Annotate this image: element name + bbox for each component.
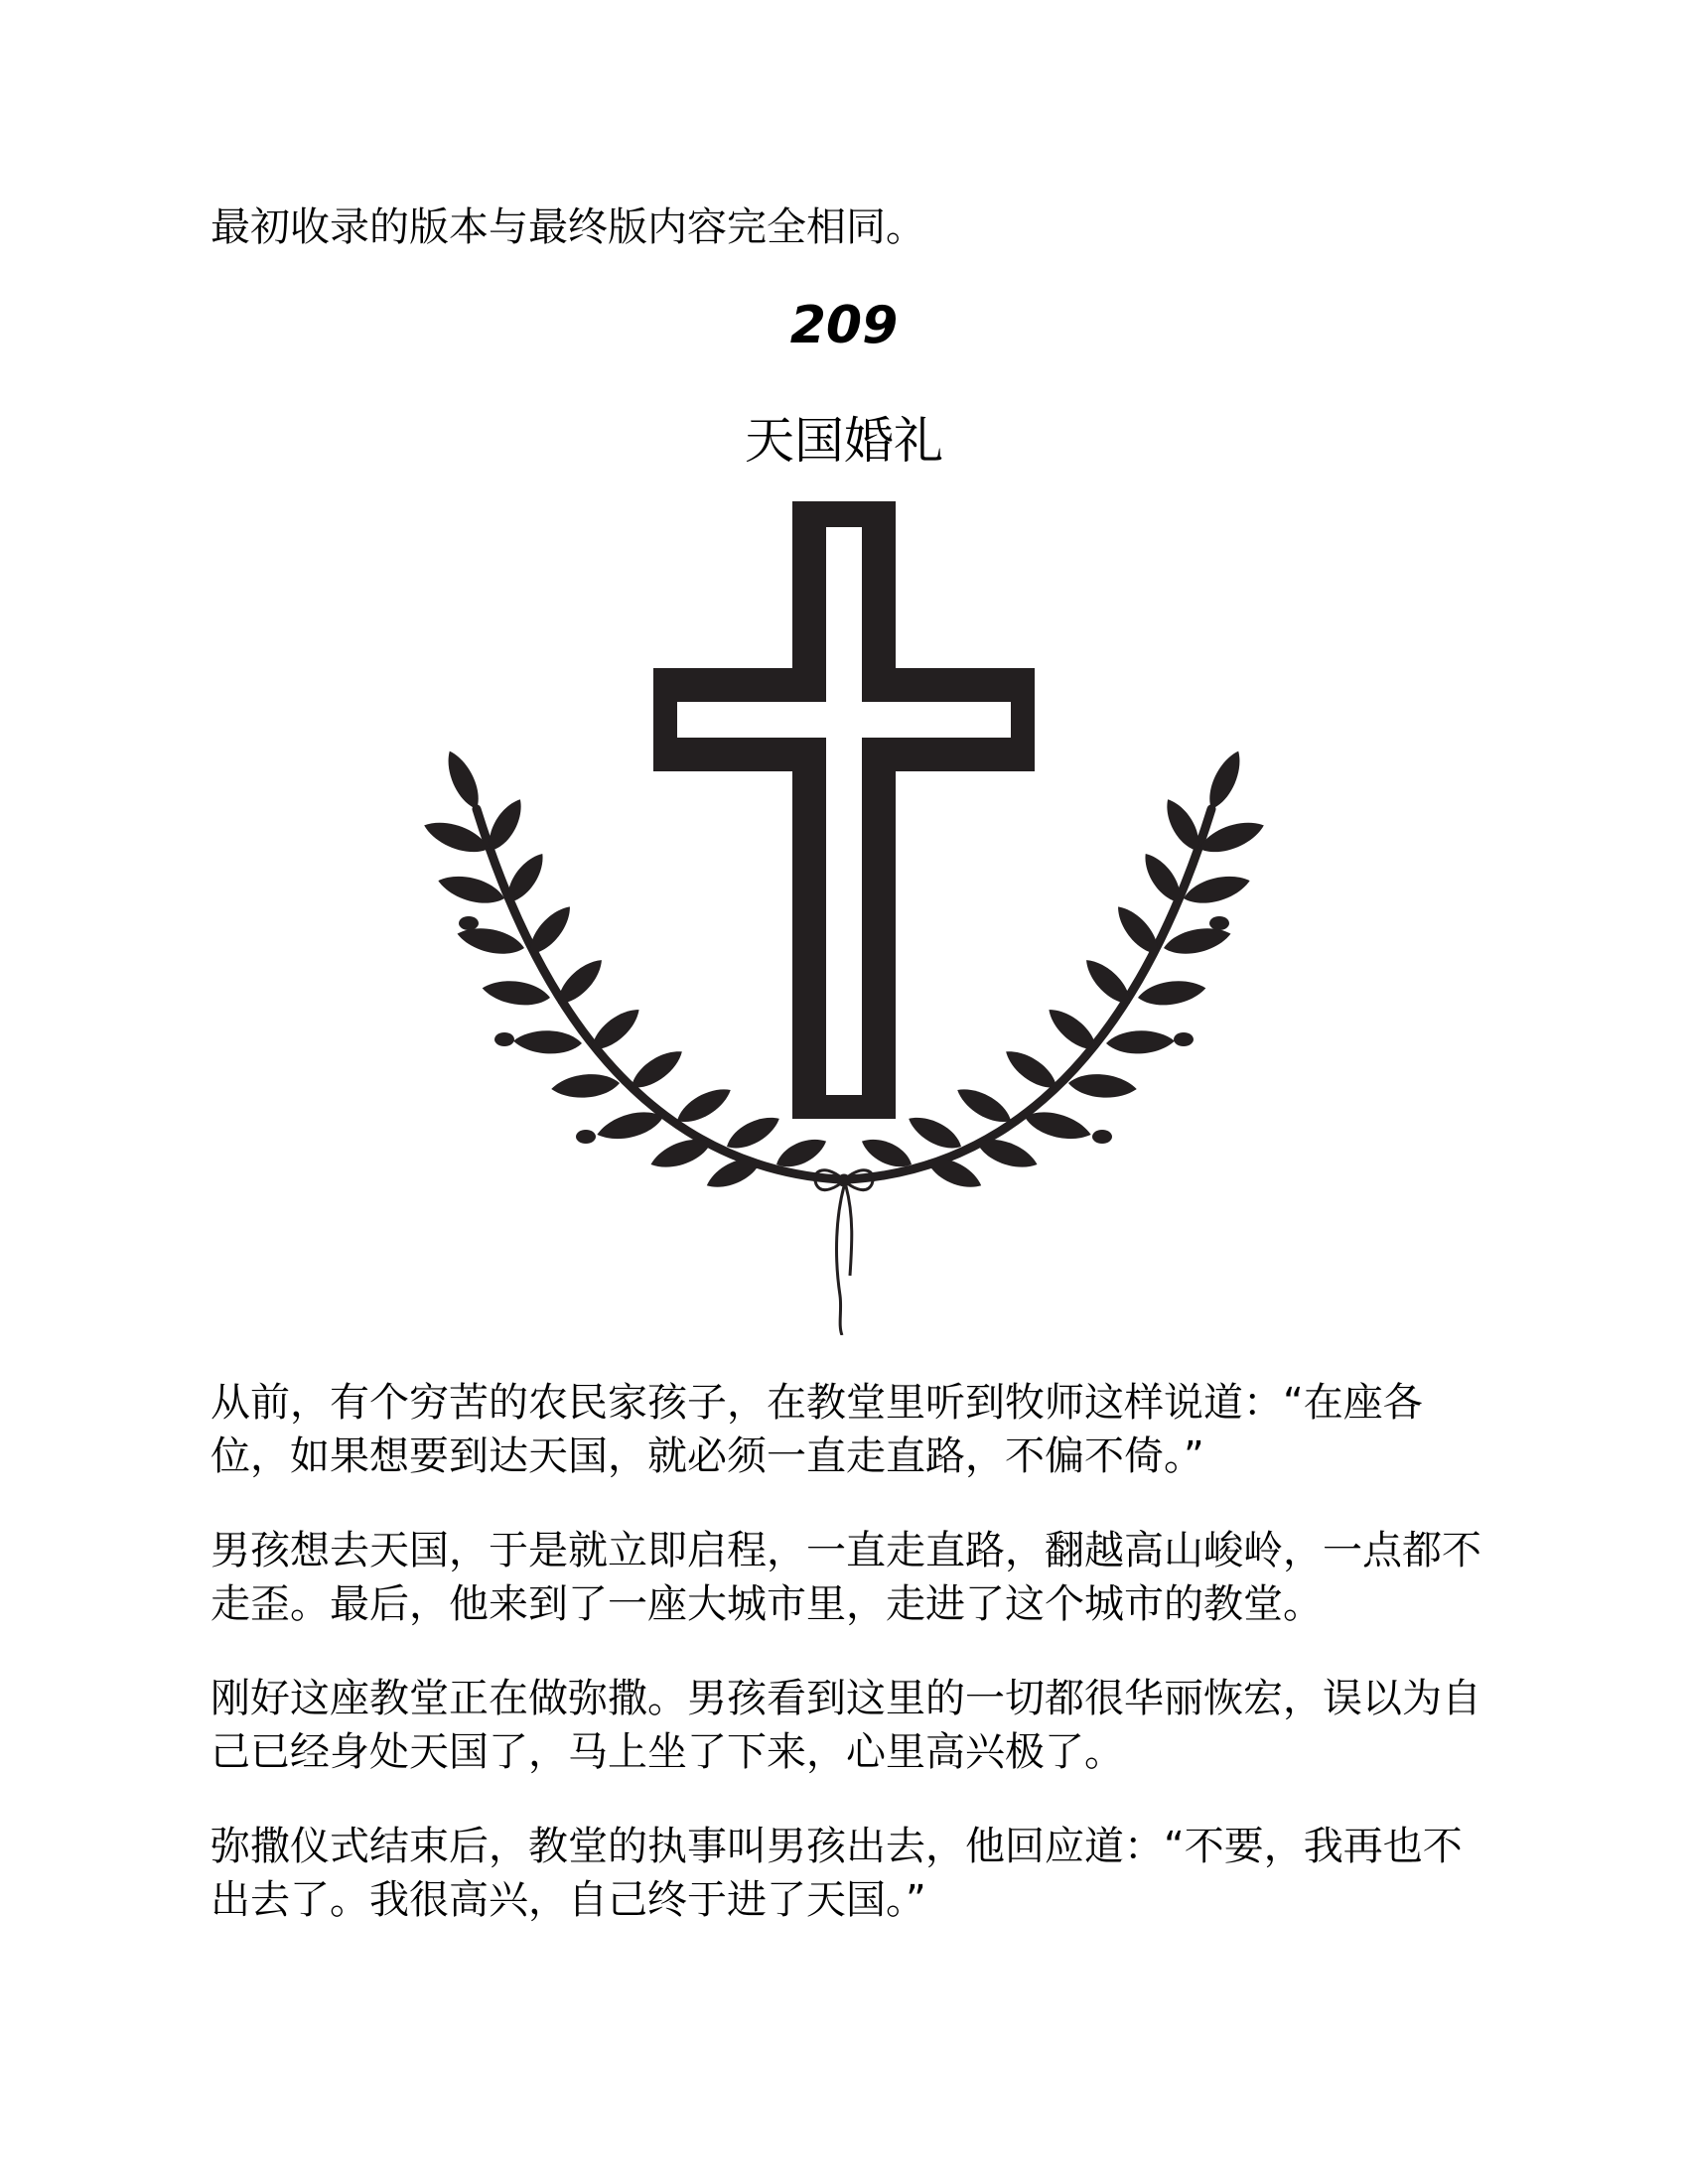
story-paragraph-4: 弥撒仪式结束后，教堂的执事叫男孩出去，他回应道：“不要，我再也不出去了。我很高兴，自己终于进了天国。” bbox=[211, 1824, 1463, 1923]
story-number: 209 bbox=[789, 296, 899, 355]
story-paragraph-2: 男孩想去天国，于是就立即启程，一直走直路，翻越高山峻岭，一点都不走歪。最后，他来到了一座大城市里，走进了这个城市的教堂。 bbox=[211, 1528, 1481, 1627]
story-paragraph-1: 从前，有个穷苦的农民家孩子，在教堂里听到牧师这样说道：“在座各位，如果想要到达天国，就必须一直走直路，不偏不倚。” bbox=[211, 1380, 1423, 1479]
story-title: 天国婚礼 bbox=[745, 412, 943, 470]
intro-note: 最初收录的版本与最终版内容完全相同。 bbox=[211, 205, 925, 250]
cross-with-laurel-wreath-icon bbox=[417, 501, 1271, 1335]
ribbon-bow-icon bbox=[815, 1170, 873, 1335]
story-paragraph-3: 刚好这座教堂正在做弥撒。男孩看到这里的一切都很华丽恢宏，误以为自己已经身处天国了，马上坐了下来，心里高兴极了。 bbox=[211, 1676, 1481, 1775]
